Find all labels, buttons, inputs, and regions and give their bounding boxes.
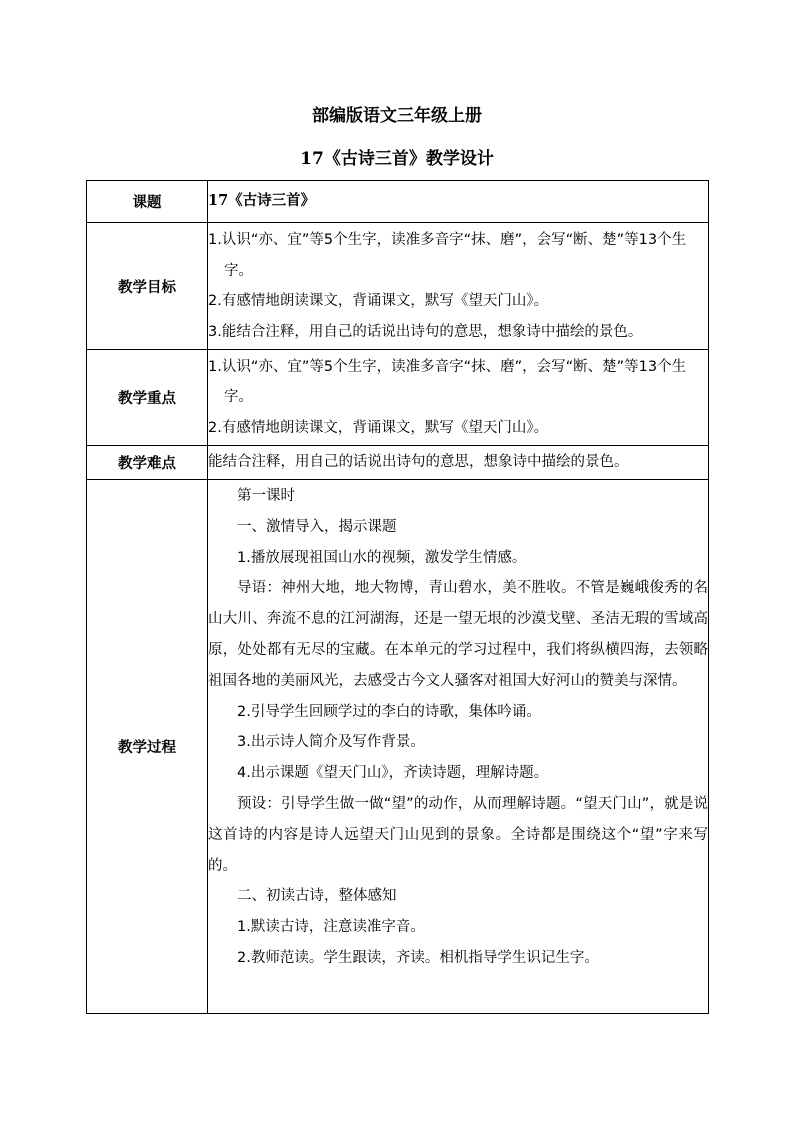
process-paragraph: 导语：神州大地，地大物博，青山碧水，美不胜收。不管是巍峨俊秀的名山大川、奔流不息的江河湖海，还是一望无垠的沙漠戈壁、圣洁无瑕的雪域高原，处处都有无尽的宝藏。在本单元的学习过程中，我们将纵横四海，去领略祖国各地的美丽风光，去感受古今文人骚客对祖国大好河山的赞美与深情。 <box>208 580 708 689</box>
goal-item: 2.有感情地朗读课文，背诵课文，默写《望天门山》。 <box>208 293 549 309</box>
process-paragraph: 1.默读古诗，注意读准字音。 <box>237 919 425 936</box>
goal-item: 3.能结合注释，用自己的话说出诗句的意思，想象诗中描绘的景色。 <box>208 323 643 340</box>
key-item: 1.认识“亦、宜”等5个生字，读准多音字“抹、磨”，会写“断、楚”等13个生字。 <box>208 358 687 406</box>
row-key <box>87 350 709 446</box>
process-paragraph: 3.出示诗人简介及写作背景。 <box>237 734 425 751</box>
value-goals <box>208 223 709 350</box>
process-paragraph: 1.播放展现祖国山水的视频，激发学生情感。 <box>237 549 527 566</box>
row-goals <box>87 223 709 350</box>
value-topic: 17《古诗三首》 <box>208 181 709 223</box>
process-paragraph: 二、初读古诗，整体感知 <box>237 888 397 905</box>
process-paragraph: 预设：引导学生做一做“望”的动作，从而理解诗题。“望天门山”，就是说这首诗的内容是诗人远望天门山见到的景象。全诗都是围绕这个“望”字来写的。 <box>208 795 708 874</box>
row-process <box>87 480 709 1014</box>
label-topic: 课题 <box>87 181 208 223</box>
value-difficult: 能结合注释，用自己的话说出诗句的意思，想象诗中描绘的景色。 <box>208 446 709 480</box>
label-difficult: 教学难点 <box>87 446 208 480</box>
value-process <box>208 480 709 1014</box>
process-paragraph: 2.引导学生回顾学过的李白的诗歌，集体吟诵。 <box>237 703 541 720</box>
label-process: 教学过程 <box>87 480 208 1014</box>
document-title: 部编版语文三年级上册 <box>312 106 482 126</box>
row-difficult <box>87 446 709 480</box>
value-key <box>208 350 709 446</box>
key-item: 2.有感情地朗读课文，背诵课文，默写《望天门山》。 <box>208 419 549 436</box>
lesson-plan-table <box>86 180 709 1014</box>
process-paragraph: 2.教师范读。学生跟读，齐读。相机指导学生识记生字。 <box>237 949 599 966</box>
label-key: 教学重点 <box>87 350 208 446</box>
label-goals: 教学目标 <box>87 223 208 350</box>
row-topic <box>87 181 709 223</box>
document-subtitle: 17《古诗三首》教学设计 <box>300 149 494 169</box>
process-paragraph: 一、激情导入，揭示课题 <box>237 518 397 535</box>
process-paragraph: 第一课时 <box>237 488 295 504</box>
goal-item: 1.认识“亦、宜”等5个生字，读准多音字“抹、磨”，会写“断、楚”等13个生字。 <box>208 232 687 279</box>
process-paragraph: 4.出示课题《望天门山》，齐读诗题，理解诗题。 <box>237 765 549 782</box>
